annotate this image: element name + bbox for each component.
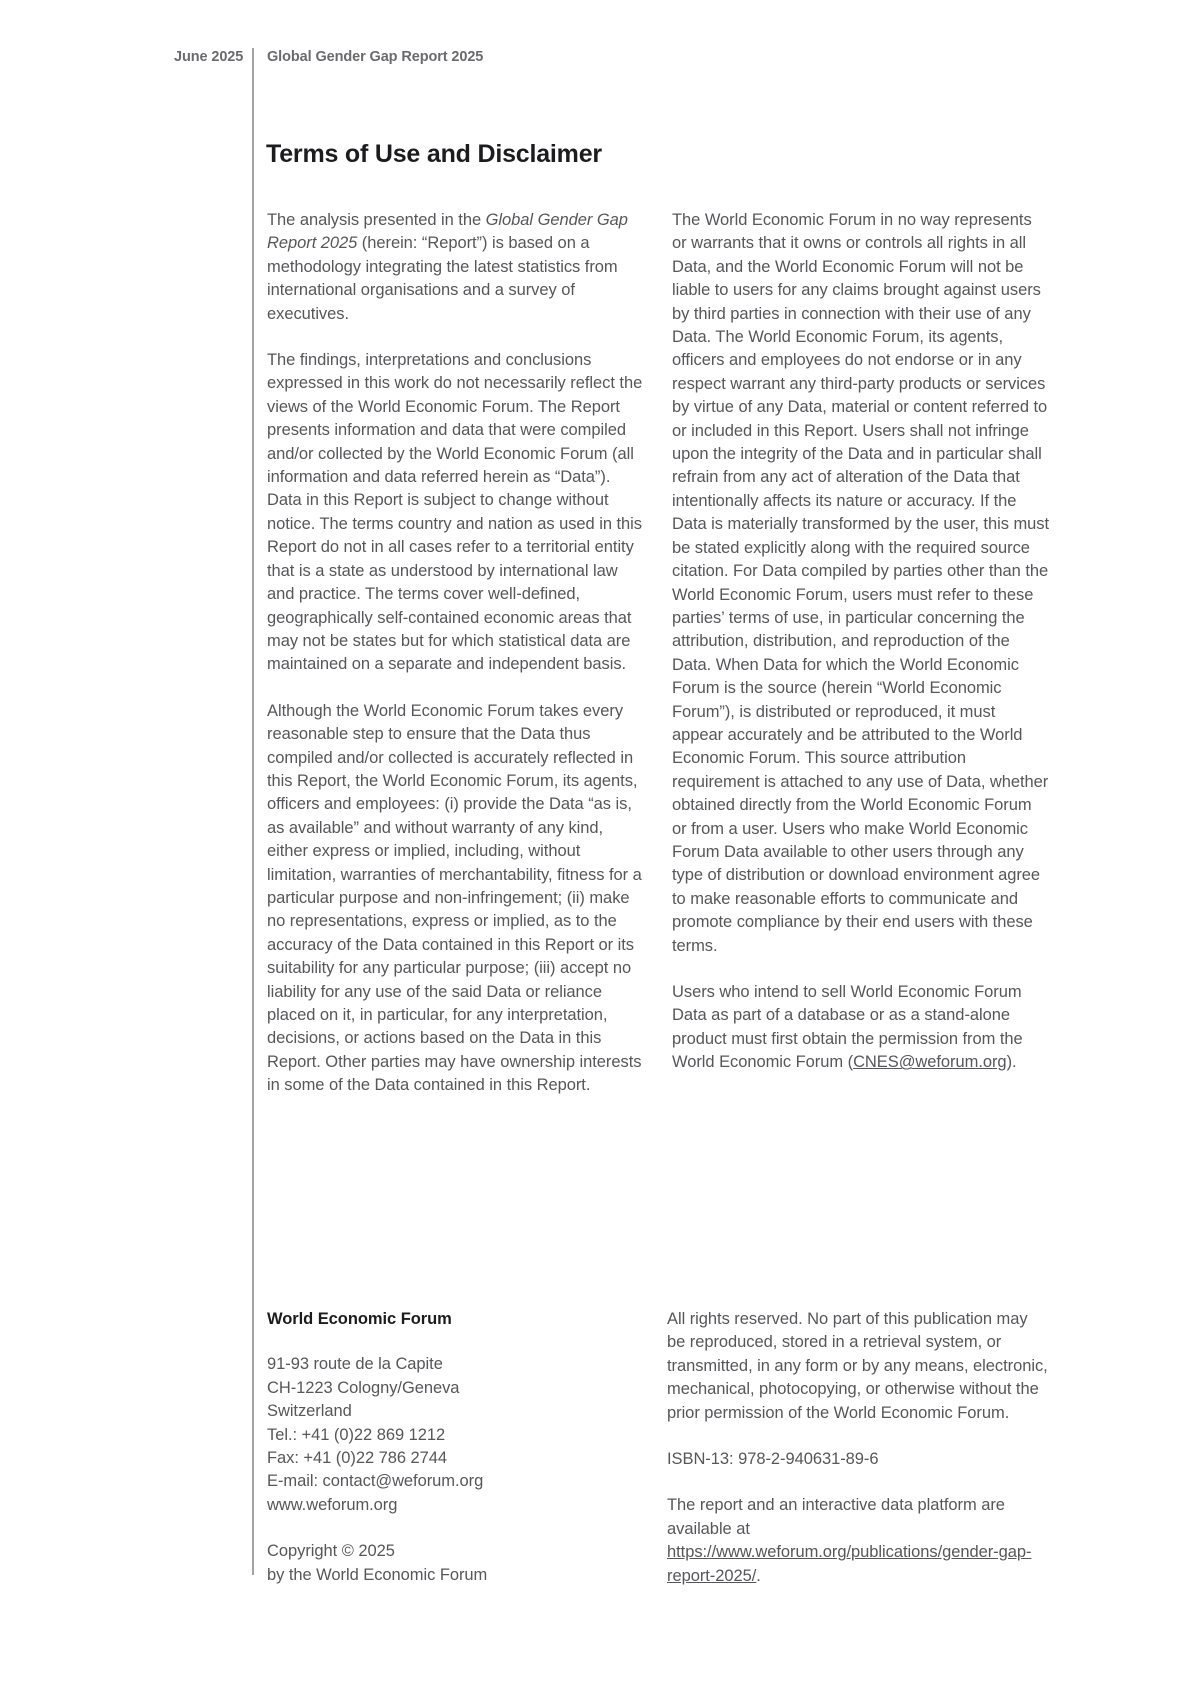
text-line: Copyright © 2025: [267, 1542, 395, 1561]
text-segment: (herein: “Report”) is based on a methodology integrating the latest statistics from international organisations and a survey of executives.: [267, 234, 618, 323]
rights-paragraph: All rights reserved. No part of this publication may be reproduced, stored in a retrieval system, or transmitted, in any form or by any means, electronic, mechanical, photocopying, or otherwise without the prior permission of the World Economic Forum.: [667, 1310, 1048, 1422]
text-segment: Users who intend to sell World Economic Forum Data as part of a database or as a stand-alone product must first obtain the permission from the World Economic Forum (: [672, 983, 1023, 1072]
permission-email-link[interactable]: CNES@weforum.org: [853, 1053, 1007, 1072]
text-line: 91-93 route de la Capite: [267, 1355, 443, 1374]
publisher-block: [267, 1308, 644, 1587]
text-line: by the World Economic Forum: [267, 1565, 488, 1584]
paragraph: [267, 700, 644, 1098]
publisher-heading: World Economic Forum: [267, 1310, 452, 1328]
report-url-link[interactable]: https://www.weforum.org/publications/gender-gap-report-2025/: [667, 1543, 1032, 1585]
text-segment: The report and an interactive data platform are available at: [667, 1496, 1005, 1538]
text-segment: The findings, interpretations and conclusions expressed in this work do not necessarily reflect the views of the World Economic Forum. The Report presents information and data that were compiled and/or collected by the World Economic Forum (all information and data referred herein as “Data”). Data in this Report is subject to change without notice. The terms country and nation as used in this Report do not in all cases refer to a territorial entity that is a state as understood by international law and practice. The terms cover well-defined, geographically self-contained economic areas that may not be states but for which statistical data are maintained on a separate and independent basis.: [267, 351, 643, 674]
text-line: CH-1223 Cologny/Geneva: [267, 1378, 460, 1397]
text-line: www.weforum.org: [267, 1495, 398, 1514]
header-date: June 2025: [174, 49, 244, 65]
paragraph: [672, 981, 1049, 1075]
publisher-address: [267, 1353, 644, 1517]
text-segment: Although the World Economic Forum takes every reasonable step to ensure that the Data thus compiled and/or collected is accurately reflected in this Report, the World Economic Forum, its agents, officers and employees: (i) provide the Data “as is, as available” and without warranty of any kind, either express or implied, including, without limitation, warranties of merchantability, fitness for a particular purpose and non-infringement; (ii) make no representations, express or implied, as to the accuracy of the Data contained in this Report or its suitability for any particular purpose; (iii) accept no liability for any use of the said Data or reliance placed on it, in particular, for any interpretation, decisions, or actions based on the Data in this Report. Other parties may have ownership interests in some of the Data contained in this Report.: [267, 701, 642, 1095]
paragraph: [672, 209, 1049, 958]
text-segment: ).: [1006, 1053, 1017, 1072]
text-segment: The analysis presented in the: [267, 211, 486, 229]
copyright: [267, 1540, 644, 1587]
text-segment: .: [756, 1566, 761, 1585]
paragraph: [267, 209, 644, 326]
italic-text: Global Gender Gap Report 2025: [267, 211, 628, 253]
page-title: Terms of Use and Disclaimer: [266, 140, 602, 168]
text-line: E-mail: contact@weforum.org: [267, 1472, 484, 1491]
text-line: Tel.: +41 (0)22 869 1212: [267, 1425, 446, 1444]
vertical-divider: [252, 48, 254, 1575]
right-column: [672, 209, 1049, 1121]
left-column: [267, 209, 644, 1121]
text-line: Switzerland: [267, 1402, 352, 1421]
text-line: Fax: +41 (0)22 786 2744: [267, 1449, 448, 1468]
rights-block: [667, 1308, 1049, 1611]
availability-paragraph: [667, 1494, 1049, 1588]
text-segment: The World Economic Forum in no way represents or warrants that it owns or controls all rights in all Data, and the World Economic Forum will not be liable to users for any claims brought against users by third parties in connection with their use of any Data. The World Economic Forum, its agents, officers and employees do not endorse or in any respect warrant any third-party products or services by virtue of any Data, material or content referred to or included in this Report. Users shall not infringe upon the integrity of the Data and in particular shall refrain from any act of alteration of the Data that intentionally affects its nature or accuracy. If the Data is materially transformed by the user, this must be stated explicitly along with the required source citation. For Data compiled by parties other than the World Economic Forum, users must refer to these parties’ terms of use, in particular concerning the attribution, distribution, and reproduction of the Data. When Data for which the World Economic Forum is the source (herein “World Economic Forum”), is distributed or reproduced, it must appear accurately and be attributed to the World Economic Forum. This source attribution requirement is attached to any use of Data, whether obtained directly from the World Economic Forum or from a user. Users who make World Economic Forum Data available to other users through any type of distribution or download environment agree to make reasonable efforts to communicate and promote compliance by their end users with these terms.: [672, 211, 1049, 955]
header-report-title: Global Gender Gap Report 2025: [267, 49, 484, 65]
body-columns: [267, 209, 1049, 1121]
paragraph: [267, 349, 644, 677]
isbn: ISBN-13: 978-2-940631-89-6: [667, 1450, 879, 1469]
